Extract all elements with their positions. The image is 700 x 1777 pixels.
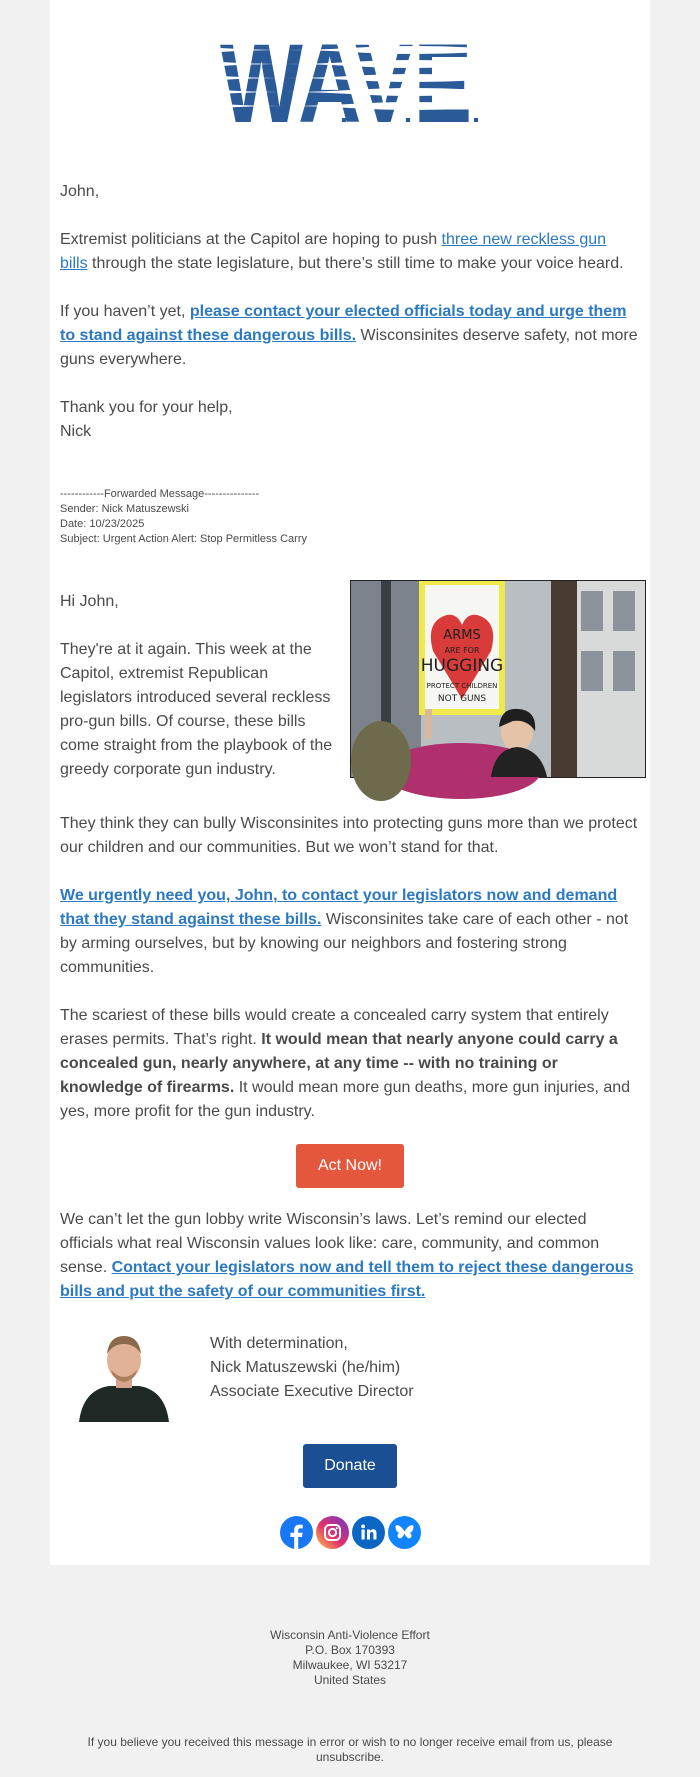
thanks-line: Thank you for your help, [60,399,233,416]
act-now-button[interactable]: Act Now! [296,1144,404,1188]
contact-legislators-link[interactable]: We urgently need you, John, to contact your legislators now and demand that they stand against these bills. [60,887,618,928]
body-paragraph-5: We can’t let the gun lobby write Wisconsin’s laws. Let’s remind our elected officials what real Wisconsin values look like: care, community, and common sense. Contact your legislators now and tell them to reject these dangerous bills and put the safety of our communities first. [60,1211,634,1300]
body-paragraph-4: The scariest of these bills would create a concealed carry system that entirely erases permits. That’s right. It would mean that nearly anyone could carry a concealed gun, nearly anywhere, at any time -- with no training or knowledge of firearms. It would mean more gun deaths, more gun injuries, and yes, more profit for the gun industry. [60,1007,631,1120]
email-card [50,0,650,1565]
sign-text-protect-children: PROTECT CHILDREN [426,682,498,690]
facebook-icon[interactable] [280,1516,313,1549]
forwarded-divider: ------------Forwarded Message--------------- [60,488,260,500]
footer-city: Milwaukee, WI 53217 [292,1658,408,1672]
footer-address [0,1628,700,1688]
footer-country: United States [313,1673,387,1687]
reject-bills-link[interactable]: Contact your legislators now and tell them to reject these dangerous bills and put the safety of our communities first. [60,1259,634,1300]
body-paragraph-2: They think they can bully Wisconsinites into protecting guns more than we protect our children and our communities. But we won’t stand for that. [60,815,638,856]
body-paragraph-1: They're at it again. This week at the Capitol, extremist Republican legislators introduced several reckless pro-gun bills. Of course, these bills come straight from the playbook of the greedy corporate gun industry. [60,641,333,778]
donate-button[interactable]: Donate [303,1444,397,1488]
instagram-icon[interactable] [316,1516,349,1549]
signature-title: Associate Executive Director [210,1383,414,1400]
sign-text-hugging: HUGGING [420,656,504,676]
unsubscribe-note[interactable]: If you believe you received this message in error or wish to no longer receive email from us, please unsubscribe. [87,1735,613,1764]
footer-org: Wisconsin Anti-Violence Effort [270,1628,430,1642]
wave-logo [220,34,480,128]
body-paragraph-3: We urgently need you, John, to contact your legislators now and demand that they stand against these bills. Wisconsinites take care of each other - not by arming ourselves, but by knowing our neighbors and fostering strong communities. [60,887,629,976]
forwarded-header [60,487,638,547]
signature-name: Nick Matuszewski (he/him) [210,1359,401,1376]
intro-paragraph-2: If you haven’t yet, please contact your elected officials today and urge them to stand against these dangerous bills. Wisconsinites deserve safety, not more guns everywhere. [60,303,638,368]
linkedin-icon[interactable] [352,1516,385,1549]
sign-text-not-guns: NOT GUNS [437,694,487,704]
hi-greeting: Hi John, [60,593,119,610]
forwarded-date: Date: 10/23/2025 [60,518,145,530]
signature-closing: With determination, [210,1335,348,1352]
protest-photo [350,580,646,778]
footer-po-box: P.O. Box 170393 [305,1643,395,1657]
contact-officials-link[interactable]: please contact your elected officials today and urge them to stand against these dangerous bills. [60,303,627,344]
bluesky-icon[interactable] [388,1516,421,1549]
sender-first-name: Nick [60,423,92,440]
intro-paragraph-1: Extremist politicians at the Capitol are hoping to push three new reckless gun bills through the state legislature, but there’s still time to make your voice heard. [60,231,624,272]
forwarded-sender: Sender: Nick Matuszewski [60,503,189,515]
sign-text-arms: ARMS [443,628,481,643]
sign-text-are-for: ARE FOR [444,646,480,655]
signature-block [210,1332,610,1404]
three-bills-link[interactable]: three new reckless gun bills [60,231,607,272]
greeting: John, [60,183,100,200]
forwarded-subject: Subject: Urgent Action Alert: Stop Permitless Carry [60,533,307,545]
avatar [79,1326,169,1422]
